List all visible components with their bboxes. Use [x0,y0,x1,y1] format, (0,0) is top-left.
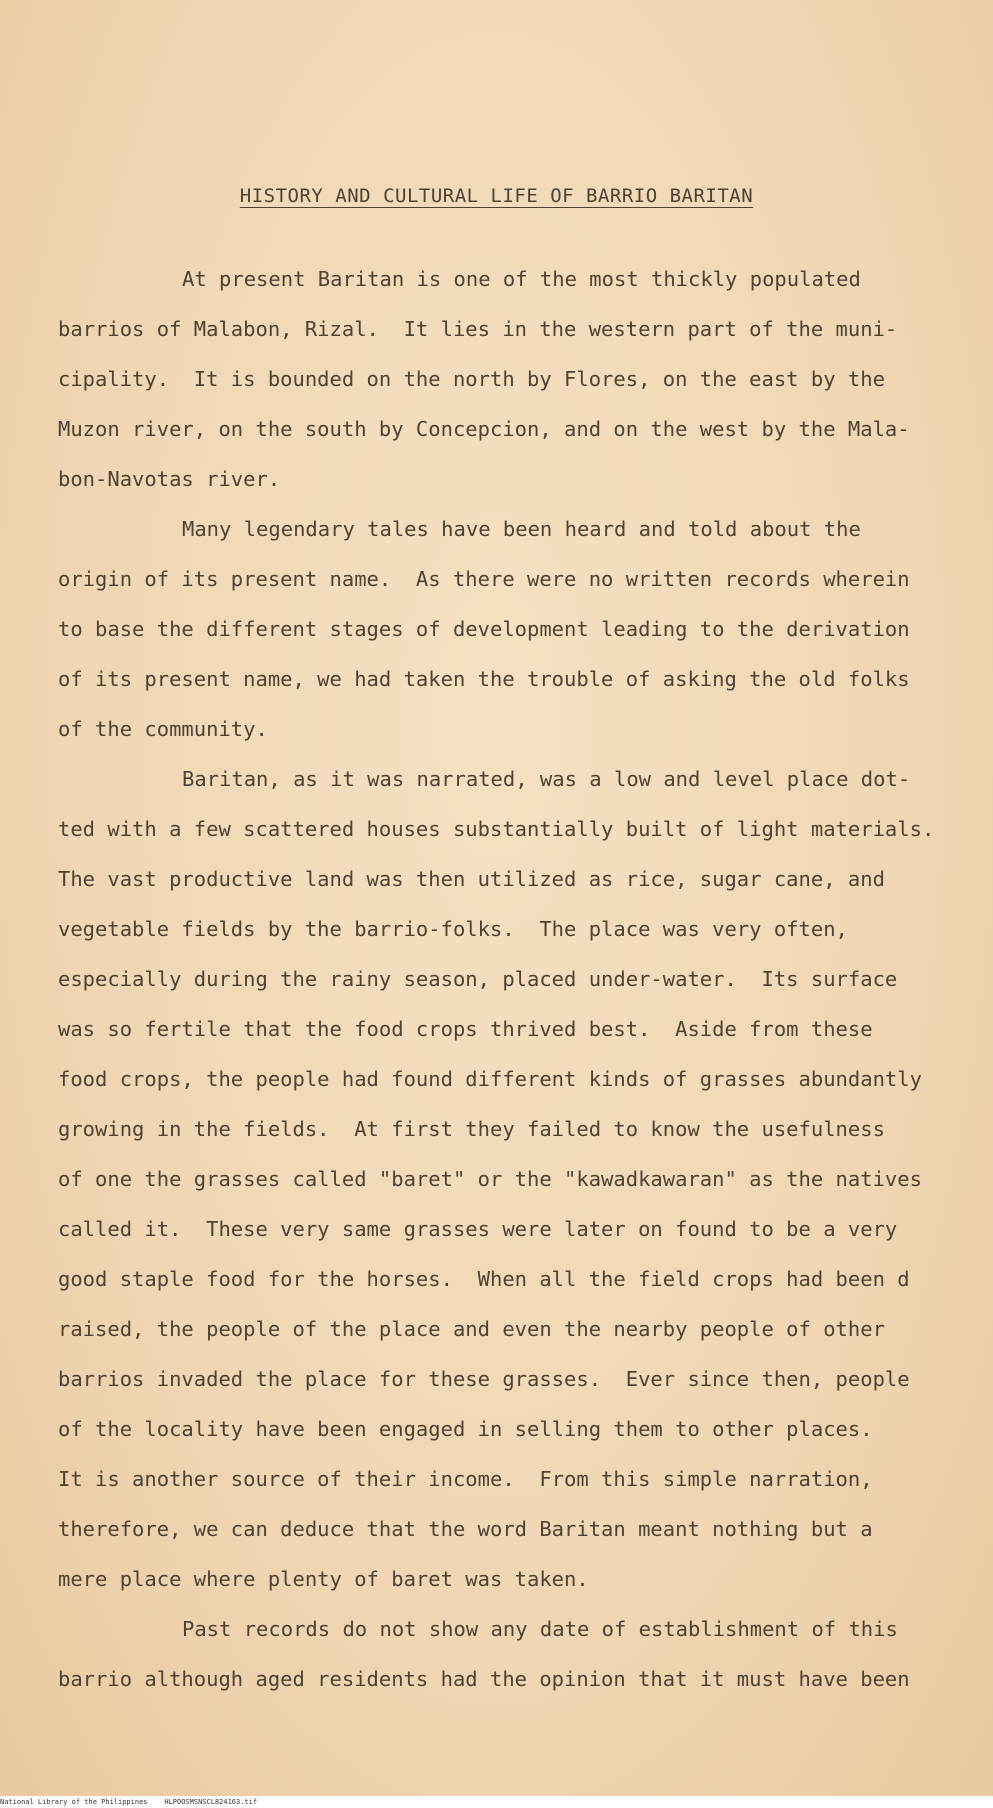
body-text [58,254,958,1704]
text-line: of its present name, we had taken the trouble of asking the old folks [58,667,910,691]
text-line: Muzon river, on the south by Concepcion, and on the west by the Mala- [58,417,910,441]
text-line: origin of its present name. As there were no written records wherein [58,567,910,591]
text-line: At present Baritan is one of the most thickly populated [182,267,861,291]
text-line: therefore, we can deduce that the word Baritan meant nothing but a [58,1517,873,1541]
text-line: cipality. It is bounded on the north by Flores, on the east by the [58,367,885,391]
text-line: Many legendary tales have been heard and told about the [182,517,861,541]
text-line: food crops, the people had found different kinds of grasses abundantly [58,1067,922,1091]
scan-footer: National Library of the Philippines HLPOOSMSNSCL824163.tif [0,1796,993,1808]
text-line: to base the different stages of development leading to the derivation [58,617,910,641]
text-line: was so fertile that the food crops thrived best. Aside from these [58,1017,873,1041]
text-line: raised, the people of the place and even the nearby people of other [58,1317,885,1341]
text-line: ted with a few scattered houses substantially built of light materials. [58,817,935,841]
text-line: The vast productive land was then utilized as rice, sugar cane, and [58,867,885,891]
page-title: HISTORY AND CULTURAL LIFE OF BARRIO BARITAN [239,185,754,207]
text-line: of the community. [58,717,268,741]
text-line: barrio although aged residents had the opinion that it must have been [58,1667,910,1691]
text-line: barrios invaded the place for these grasses. Ever since then, people [58,1367,910,1391]
text-line: called it. These very same grasses were later on found to be a very [58,1217,898,1241]
text-line: growing in the fields. At first they failed to know the usefulness [58,1117,885,1141]
text-line: mere place where plenty of baret was taken. [58,1567,589,1591]
text-line: Baritan, as it was narrated, was a low and level place dot- [182,767,911,791]
text-line: especially during the rainy season, placed under-water. Its surface [58,967,898,991]
text-line: vegetable fields by the barrio-folks. The place was very often, [58,917,848,941]
text-line: It is another source of their income. From this simple narration, [58,1467,873,1491]
text-line: bon-Navotas river. [58,467,281,491]
text-line: of the locality have been engaged in selling them to other places. [58,1417,873,1441]
text-line: Past records do not show any date of establishment of this [182,1617,898,1641]
text-line: barrios of Malabon, Rizal. It lies in the western part of the muni- [58,317,898,341]
text-line: good staple food for the horses. When all the field crops had been d [58,1267,910,1291]
text-line: of one the grasses called "baret" or the "kawadkawaran" as the natives [58,1167,922,1191]
